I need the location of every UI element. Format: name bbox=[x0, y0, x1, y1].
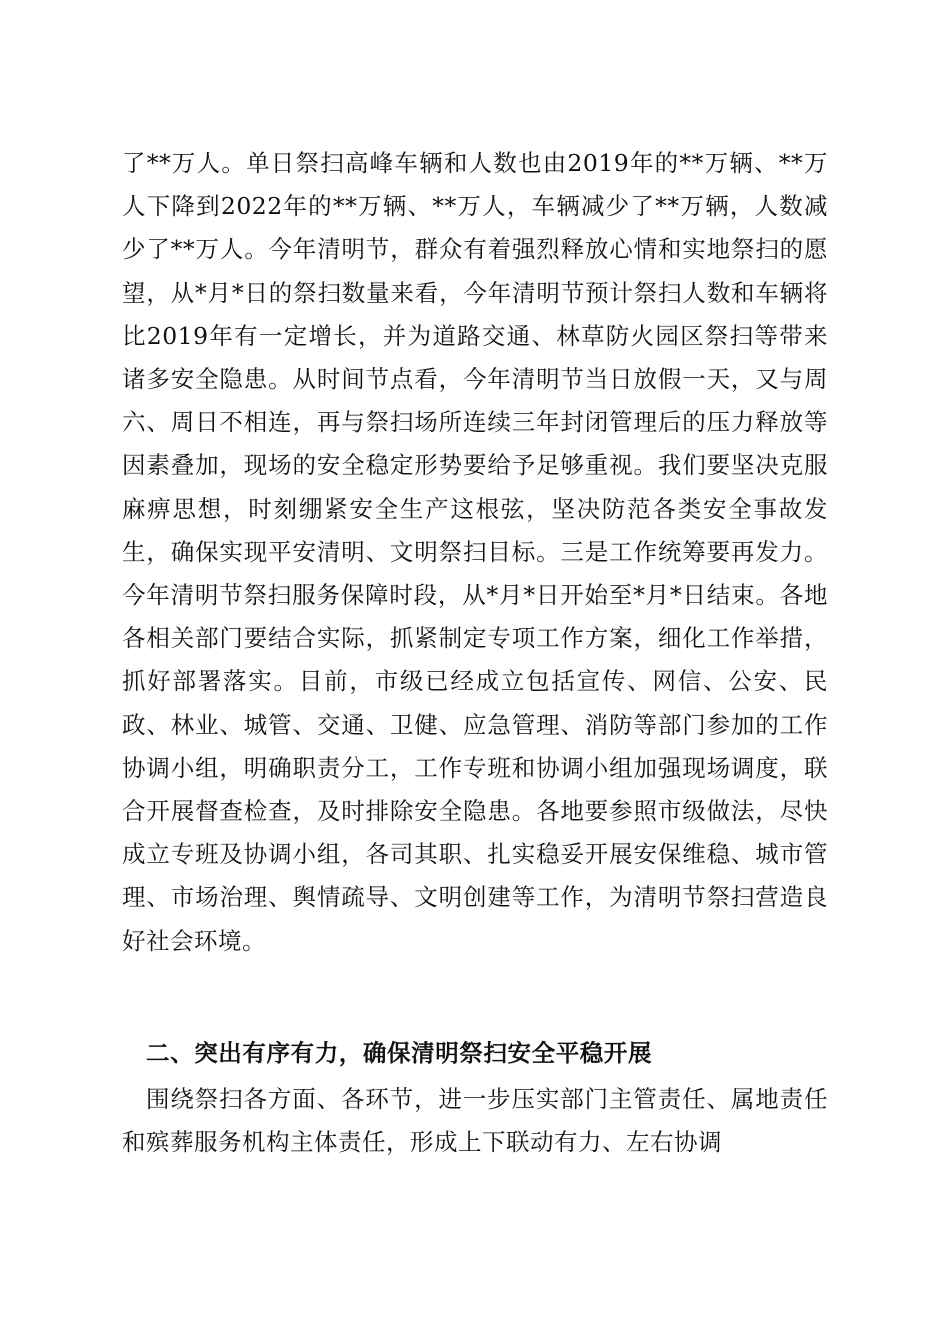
paragraph-text: 围绕祭扫各方面、各环节，进一步压实部门主管责任、属地责任和殡葬服务机构主体责任，形成上下联动有力、左右协调 bbox=[122, 1085, 828, 1157]
section-heading bbox=[122, 1032, 828, 1075]
body-paragraph-1 bbox=[122, 142, 828, 963]
body-paragraph-2 bbox=[122, 1078, 828, 1164]
section-heading-text: 二、突出有序有力，确保清明祭扫安全平稳开展 bbox=[146, 1039, 653, 1067]
paragraph-text: 了**万人。单日祭扫高峰车辆和人数也由2019年的**万辆、**万人下降到2022年的**万辆、**万人，车辆减少了**万辆，人数减少了**万人。今年清明节，群众有着强烈释放心情和实地祭扫的愿望，从*月*日的祭扫数量来看，今年清明节预计祭扫人数和车辆将比2019年有一定增长，并为道路交通、林草防火园区祭扫等带来诸多安全隐患。从时间节点看，今年清明节当日放假一天，又与周六、周日不相连，再与祭扫场所连续三年封闭管理后的压力释放等因素叠加，现场的安全稳定形势要给予足够重视。我们要坚决克服麻痹思想，时刻绷紧安全生产这根弦，坚决防范各类安全事故发生，确保实现平安清明、文明祭扫目标。三是工作统筹要再发力。今年清明节祭扫服务保障时段，从*月*日开始至*月*日结束。各地各相关部门要结合实际，抓紧制定专项工作方案，细化工作举措，抓好部署落实。目前，市级已经成立包括宣传、网信、公安、民政、林业、城管、交通、卫健、应急管理、消防等部门参加的工作协调小组，明确职责分工，工作专班和协调小组加强现场调度，联合开展督查检查，及时排除安全隐患。各地要参照市级做法，尽快成立专班及协调小组，各司其职、扎实稳妥开展安保维稳、城市管理、市场治理、舆情疏导、文明创建等工作，为清明节祭扫营造良好社会环境。 bbox=[122, 149, 828, 955]
